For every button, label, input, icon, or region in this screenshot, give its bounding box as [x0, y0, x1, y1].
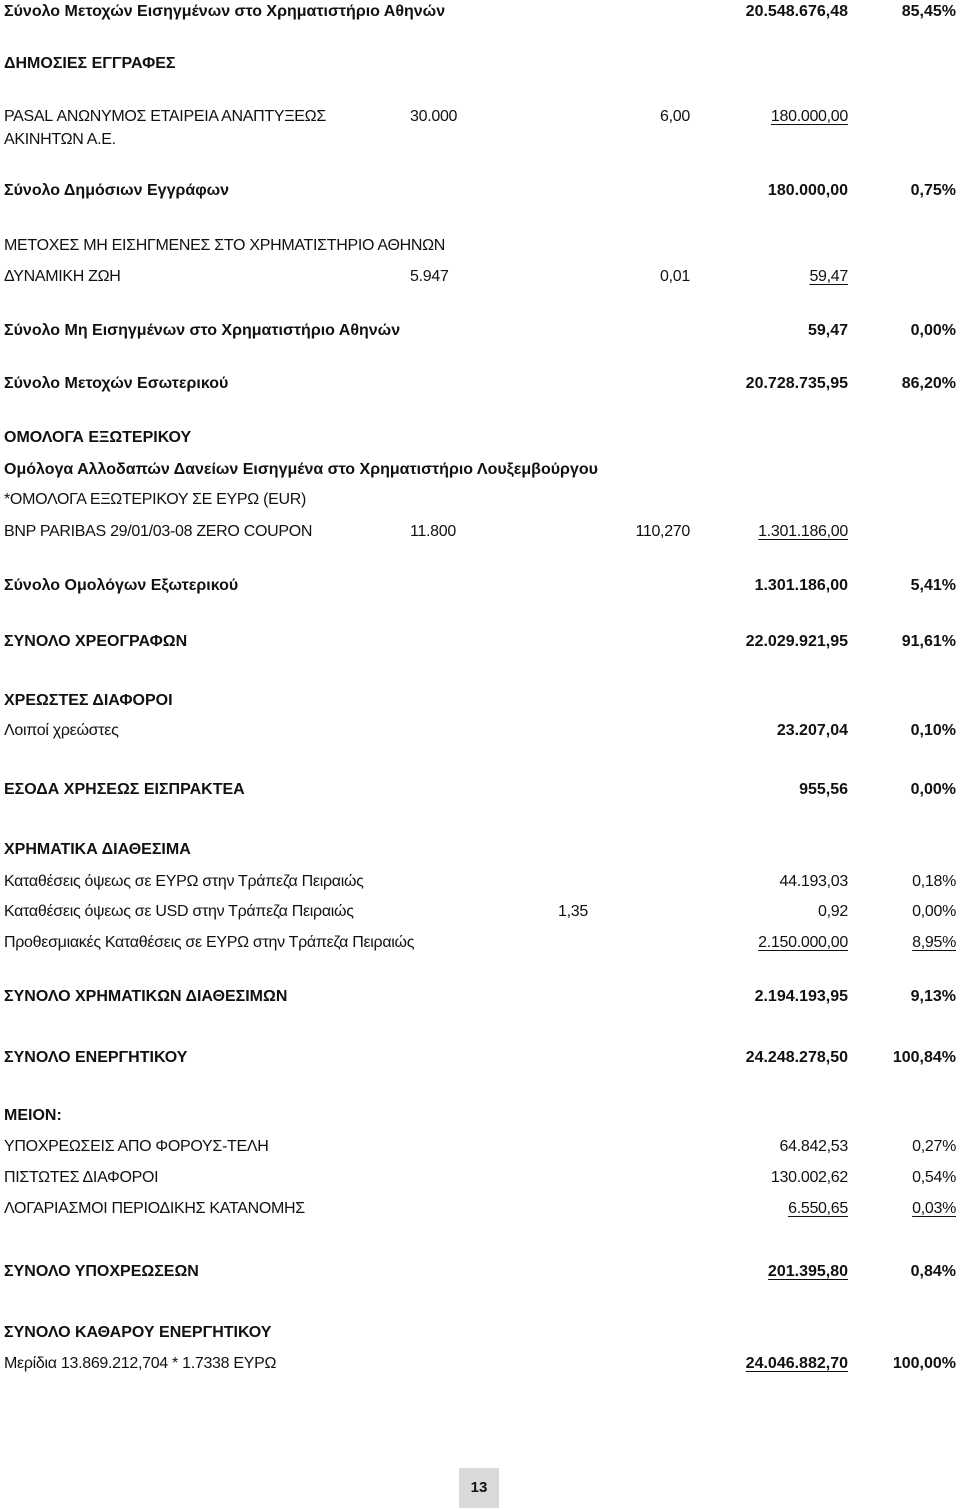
row-value: 44.193,03: [779, 873, 848, 890]
row-label: ΛΟΓΑΡΙΑΣΜΟΙ ΠΕΡΙΟΔΙΚΗΣ ΚΑΤΑΝΟΜΗΣ: [4, 1200, 305, 1217]
creditors-row: [0, 1167, 960, 1189]
row-value: 59,47: [807, 322, 848, 339]
row-value: 955,56: [799, 781, 848, 798]
luxembourg-bonds-subheading: [0, 459, 960, 481]
row-value: 24.248.278,50: [745, 1049, 848, 1066]
dynamiki-zoi-row: [0, 266, 960, 288]
section-heading: ΧΡΕΩΣΤΕΣ ΔΙΑΦΟΡΟΙ: [4, 692, 173, 709]
row-label: BNP PARIBAS 29/01/03-08 ZERO COUPON: [4, 523, 313, 540]
bnp-paribas-row: [0, 521, 960, 543]
cash-heading: [0, 839, 960, 861]
row-label: Σύνολο Δημόσιων Εγγράφων: [4, 182, 230, 199]
section-heading: ΜΕΤΟΧΕΣ ΜΗ ΕΙΣΗΓΜΕΝΕΣ ΣΤΟ ΧΡΗΜΑΤΙΣΤΗΡΙΟ ΑΘΗΝΩΝ: [4, 237, 446, 254]
total-liabilities-row: [0, 1261, 960, 1283]
row-percent: 91,61%: [901, 633, 956, 650]
row-label: ΠΙΣΤΩΤΕΣ ΔΙΑΦΟΡΟΙ: [4, 1169, 159, 1186]
row-label: Καταθέσεις όψεως σε ΕΥΡΩ στην Τράπεζα Πειραιώς: [4, 873, 364, 890]
row-value: 1.301.186,00: [758, 523, 848, 540]
row-percent: 0,54%: [912, 1169, 956, 1186]
total-public-documents-row: [0, 180, 960, 202]
row-label: Σύνολο Μετοχών Εσωτερικού: [4, 375, 229, 392]
accruals-row: [0, 1198, 960, 1220]
row-value: 24.046.882,70: [745, 1355, 848, 1372]
row-percent: 0,18%: [912, 873, 956, 890]
row-label: Σύνολο Μη Εισηγμένων στο Χρηματιστήριο Αθηνών: [4, 322, 401, 339]
row-percent: 0,84%: [910, 1263, 956, 1280]
row-percent: 100,84%: [892, 1049, 956, 1066]
row-label: Σύνολο Μετοχών Εισηγμένων στο Χρηματιστήριο Αθηνών: [4, 3, 446, 20]
row-label: ΣΥΝΟΛΟ ΥΠΟΧΡΕΩΣΕΩΝ: [4, 1263, 199, 1280]
receivable-income-row: [0, 779, 960, 801]
row-value: 180.000,00: [770, 108, 848, 125]
row-value: 20.548.676,48: [745, 3, 848, 20]
row-value: 201.395,80: [767, 1263, 848, 1280]
debtors-heading: [0, 690, 960, 712]
total-foreign-bonds-row: [0, 575, 960, 597]
row-percent: 0,03%: [912, 1200, 956, 1217]
total-domestic-shares-row: [0, 373, 960, 395]
subheading: *ΟΜΟΛΟΓΑ ΕΞΩΤΕΡΙΚΟΥ ΣΕ ΕΥΡΩ (EUR): [4, 491, 307, 508]
row-percent: 100,00%: [892, 1355, 956, 1372]
total-assets-row: [0, 1047, 960, 1069]
row-percent: 0,00%: [912, 903, 956, 920]
section-heading: ΜΕΙΟΝ:: [4, 1107, 62, 1124]
row-value: 22.029.921,95: [745, 633, 848, 650]
row-label: ΕΣΟΔΑ ΧΡΗΣΕΩΣ ΕΙΣΠΡΑΚΤΕΑ: [4, 781, 245, 798]
row-percent: 0,00%: [910, 322, 956, 339]
section-heading: ΔΗΜΟΣΙΕΣ ΕΓΓΡΑΦΕΣ: [4, 55, 176, 72]
row-label: Μερίδια 13.869.212,704 * 1.7338 ΕΥΡΩ: [4, 1355, 277, 1372]
public-documents-heading: [0, 53, 960, 75]
foreign-bonds-heading: [0, 427, 960, 449]
row-value: 0,92: [818, 903, 848, 920]
row-percent: 0,27%: [912, 1138, 956, 1155]
row-percent: 9,13%: [910, 988, 956, 1005]
subheading: Ομόλογα Αλλοδαπών Δανείων Εισηγμένα στο Χρηματιστήριο Λουξεμβούργου: [4, 461, 598, 478]
other-debtors-row: [0, 720, 960, 742]
row-value: 64.842,53: [779, 1138, 848, 1155]
row-value: 23.207,04: [776, 722, 848, 739]
row-value: 20.728.735,95: [745, 375, 848, 392]
row-quantity: 11.800: [410, 523, 456, 540]
total-cash-row: [0, 986, 960, 1008]
pasal-row: [0, 106, 960, 150]
row-label: ΔΥΝΑΜΙΚΗ ΖΩΗ: [4, 268, 121, 285]
row-label: ΥΠΟΧΡΕΩΣΕΙΣ ΑΠΟ ΦΟΡΟΥΣ-ΤΕΛΗ: [4, 1138, 269, 1155]
row-percent: 0,10%: [910, 722, 956, 739]
row-quantity: 5.947: [410, 268, 449, 285]
row-label: Καταθέσεις όψεως σε USD στην Τράπεζα Πειραιώς: [4, 903, 354, 920]
section-heading: ΧΡΗΜΑΤΙΚΑ ΔΙΑΘΕΣΙΜΑ: [4, 841, 191, 858]
row-percent: 8,95%: [912, 934, 956, 951]
less-heading: [0, 1105, 960, 1127]
row-label: Λοιποί χρεώστες: [4, 722, 119, 739]
section-heading: ΣΥΝΟΛΟ ΚΑΘΑΡΟΥ ΕΝΕΡΓΗΤΙΚΟΥ: [4, 1324, 272, 1341]
row-value: 2.194.193,95: [754, 988, 848, 1005]
unlisted-shares-heading: [0, 235, 960, 257]
page-number: 13: [470, 1479, 488, 1496]
usd-sight-deposits-row: [0, 901, 960, 923]
tax-liabilities-row: [0, 1136, 960, 1158]
units-row: [0, 1353, 960, 1375]
row-label: Προθεσμιακές Καταθέσεις σε ΕΥΡΩ στην Τράπεζα Πειραιώς: [4, 934, 415, 951]
row-label: ΣΥΝΟΛΟ ΧΡΕΟΓΡΑΦΩΝ: [4, 633, 188, 650]
row-value: 180.000,00: [767, 182, 848, 199]
eur-sight-deposits-row: [0, 871, 960, 893]
row-percent: 0,75%: [910, 182, 956, 199]
euro-bonds-subheading: [0, 489, 960, 511]
row-percent: 5,41%: [910, 577, 956, 594]
total-unlisted-row: [0, 320, 960, 342]
row-value: 130.002,62: [770, 1169, 848, 1186]
total-listed-shares-row: [0, 1, 960, 23]
row-label-continued: ΑΚΙΝΗΤΩΝ Α.Ε.: [4, 131, 116, 148]
row-percent: 86,20%: [901, 375, 956, 392]
row-value: 59,47: [809, 268, 848, 285]
row-label: Σύνολο Ομολόγων Εξωτερικού: [4, 577, 239, 594]
time-deposits-row: [0, 932, 960, 954]
page-number-box: [459, 1468, 499, 1508]
row-value: 6.550,65: [788, 1200, 848, 1217]
row-label: ΣΥΝΟΛΟ ΕΝΕΡΓΗΤΙΚΟΥ: [4, 1049, 188, 1066]
row-quantity: 30.000: [410, 108, 458, 125]
row-price: 6,00: [660, 108, 690, 125]
row-price: 110,270: [635, 523, 690, 540]
row-percent: 0,00%: [910, 781, 956, 798]
row-label: ΣΥΝΟΛΟ ΧΡΗΜΑΤΙΚΩΝ ΔΙΑΘΕΣΙΜΩΝ: [4, 988, 288, 1005]
row-label: PASAL ΑΝΩΝΥΜΟΣ ΕΤΑΙΡΕΙΑ ΑΝΑΠΤΥΞΕΩΣ: [4, 108, 326, 125]
row-rate: 1,35: [558, 903, 588, 920]
total-securities-row: [0, 631, 960, 653]
row-value: 1.301.186,00: [754, 577, 848, 594]
section-heading: ΟΜΟΛΟΓΑ ΕΞΩΤΕΡΙΚΟΥ: [4, 429, 192, 446]
row-percent: 85,45%: [901, 3, 956, 20]
row-value: 2.150.000,00: [758, 934, 848, 951]
row-price: 0,01: [660, 268, 690, 285]
net-assets-heading: [0, 1322, 960, 1344]
